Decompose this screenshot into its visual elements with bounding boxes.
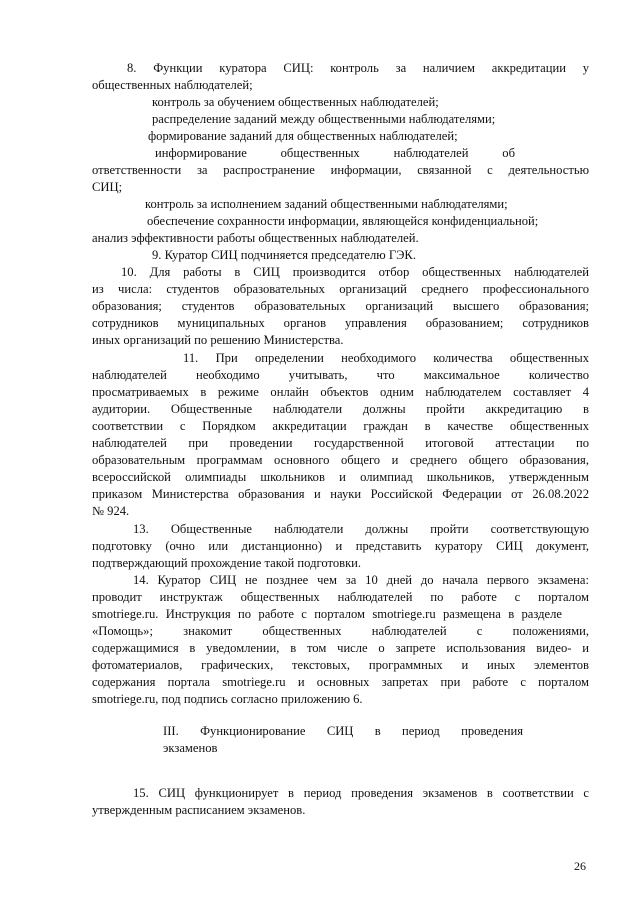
list-item-informing-line-1: информирование общественных наблюдателей об (155, 146, 515, 160)
paragraph-8-line-2: общественных наблюдателей; (92, 78, 253, 92)
list-item-informing-line-3: СИЦ; (92, 180, 123, 194)
paragraph-13-line-3: подтверждающий прохождение такой подготовки. (92, 556, 362, 570)
paragraph-11-line-2: наблюдателей необходимо учитывать, что максимальное количество (92, 368, 589, 382)
paragraph-11-line-9: приказом Министерства образования и науки Российской Федерации от 26.08.2022 (92, 487, 589, 501)
paragraph-11-line-3: просматриваемых в режиме онлайн объектов одним наблюдателем составляет 4 (92, 385, 589, 399)
paragraph-10-line-3: образования; студентов образовательных организаций высшего образования; (92, 299, 589, 313)
list-item-efficiency-analysis: анализ эффективности работы общественных наблюдателей. (92, 231, 419, 245)
paragraph-14-line-2: проводит инструктаж общественных наблюдателей по работе с порталом (92, 590, 589, 604)
paragraph-11-line-5: соответствии с Порядком аккредитации граждан в качестве общественных (92, 419, 589, 433)
paragraph-10-line-2: из числа: студентов образовательных организаций среднего профессионального (92, 282, 589, 296)
paragraph-11-line-4: аудитории. Общественные наблюдатели должны пройти аккредитацию в (92, 402, 589, 416)
section-heading-line-1: III. Функционирование СИЦ в период проведения (163, 724, 523, 738)
list-item-training-control: контроль за обучением общественных наблюдателей; (152, 95, 439, 109)
paragraph-11-line-10: № 924. (92, 504, 130, 518)
paragraph-11-line-1: 11. При определении необходимого количества общественных (183, 351, 589, 365)
page-number: 26 (574, 859, 586, 873)
paragraph-8-line-1: 8. Функции куратора СИЦ: контроль за наличием аккредитации у (127, 61, 589, 75)
list-item-execution-control: контроль за исполнением заданий общественными наблюдателями; (145, 197, 508, 211)
paragraph-14-line-3: smotriege.ru. Инструкция по работе с порталом smotriege.ru размещена в разделе (92, 607, 562, 621)
paragraph-10-line-5: иных организаций по решению Министерства. (92, 333, 344, 347)
list-item-confidentiality: обеспечение сохранности информации, являющейся конфиденциальной; (147, 214, 539, 228)
paragraph-13-line-2: подготовку (очно или дистанционно) и представить куратору СИЦ документ, (92, 539, 589, 553)
list-item-task-distribution: распределение заданий между общественными наблюдателями; (152, 112, 496, 126)
paragraph-9: 9. Куратор СИЦ подчиняется председателю ГЭК. (152, 248, 416, 262)
section-heading-line-2: экзаменов (163, 741, 218, 755)
paragraph-13-line-1: 13. Общественные наблюдатели должны пройти соответствующую (133, 522, 589, 536)
paragraph-14-line-5: содержащимися в уведомлении, в том числе о запрете использования видео- и (92, 641, 589, 655)
list-item-task-formation: формирование заданий для общественных наблюдателей; (148, 129, 458, 143)
paragraph-11-line-8: всероссийской олимпиады школьников и олимпиад школьников, утвержденным (92, 470, 589, 484)
paragraph-14-line-6: фотоматериалов, графических, текстовых, программных и иных элементов (92, 658, 589, 672)
paragraph-14-line-8: smotriege.ru, под подпись согласно приложению 6. (92, 692, 363, 706)
paragraph-10-line-4: сотрудников муниципальных органов управления образованием; сотрудников (92, 316, 589, 330)
paragraph-14-line-4: «Помощь»; знакомит общественных наблюдателей с положениями, (92, 624, 589, 638)
list-item-informing-line-2: ответственности за распространение информации, связанной с деятельностью (92, 163, 589, 177)
paragraph-15-line-2: утвержденным расписанием экзаменов. (92, 803, 306, 817)
paragraph-15-line-1: 15. СИЦ функционирует в период проведения экзаменов в соответствии с (133, 786, 589, 800)
paragraph-11-line-6: наблюдателей при проведении государственной итоговой аттестации по (92, 436, 589, 450)
paragraph-14-line-7: содержания портала smotriege.ru и основных запретах при работе с порталом (92, 675, 589, 689)
paragraph-10-line-1: 10. Для работы в СИЦ производится отбор общественных наблюдателей (121, 265, 589, 279)
paragraph-11-line-7: образовательным программам основного общего и среднего общего образования, (92, 453, 589, 467)
paragraph-14-line-1: 14. Куратор СИЦ не позднее чем за 10 дней до начала первого экзамена: (133, 573, 589, 587)
